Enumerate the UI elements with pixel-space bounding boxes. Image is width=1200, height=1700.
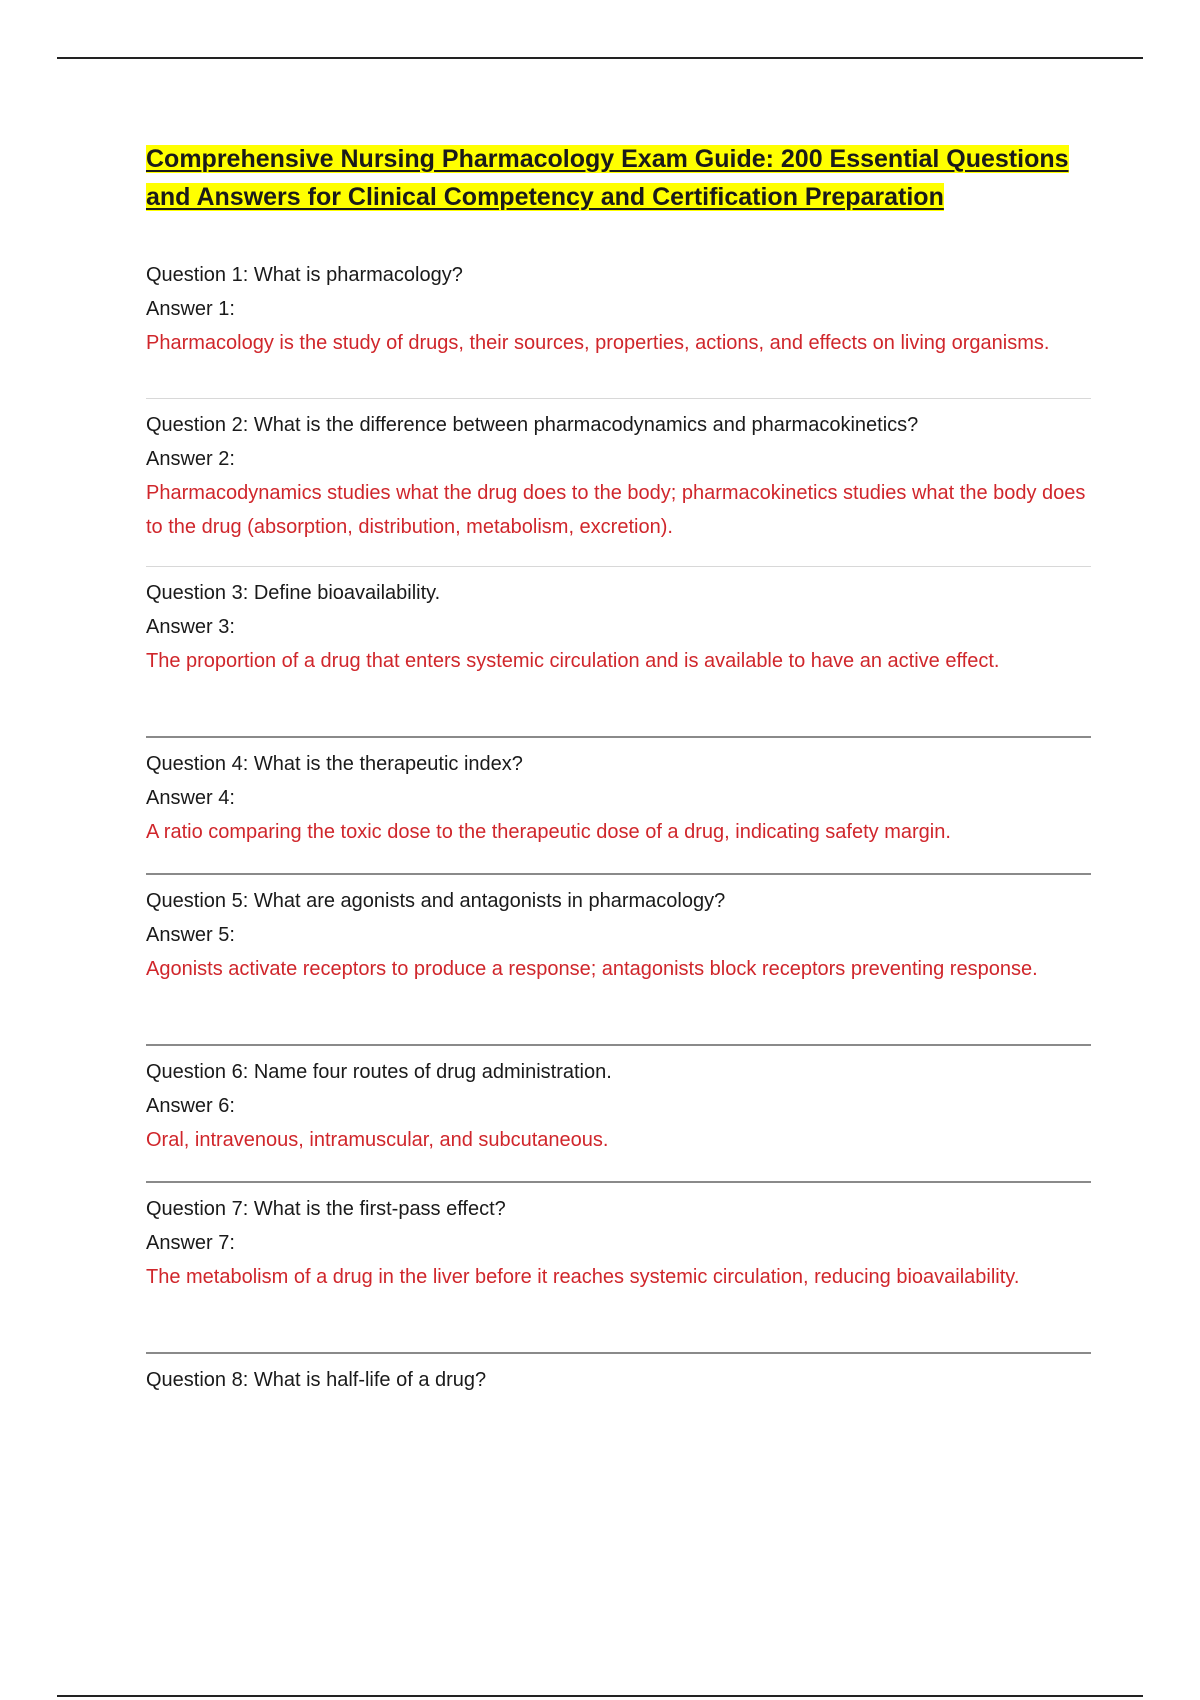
- page-top-rule: [57, 57, 1143, 59]
- answer-text: Pharmacodynamics studies what the drug does to the body; pharmacokinetics studies what the body does to the drug (absorption, distribution, metabolism, excretion).: [146, 482, 1086, 538]
- question-text: Question 3: Define bioavailability.: [146, 582, 441, 604]
- question-text: Question 4: What is the therapeutic index?: [146, 753, 523, 775]
- question-text: Question 6: Name four routes of drug administration.: [146, 1061, 612, 1083]
- qa-divider: [146, 1044, 1091, 1046]
- question-text: Question 8: What is half-life of a drug?: [146, 1369, 487, 1391]
- answer-label: Answer 4:: [146, 787, 235, 809]
- document-title-text: Comprehensive Nursing Pharmacology Exam Guide: 200 Essential Questions and Answers for Clinical Competency and Certification Preparation: [146, 145, 1069, 211]
- qa-divider: [146, 566, 1091, 567]
- answer-text: Agonists activate receptors to produce a response; antagonists block receptors preventing response.: [146, 958, 1038, 980]
- qa-divider: [146, 736, 1091, 738]
- page-bottom-rule: [57, 1695, 1143, 1697]
- qa-divider: [146, 873, 1091, 875]
- qa-item: [146, 1192, 1091, 1352]
- qa-item: [146, 258, 1091, 398]
- qa-item: [146, 1055, 1091, 1181]
- qa-divider: [146, 398, 1091, 399]
- qa-item: [146, 884, 1091, 1044]
- question-text: Question 1: What is pharmacology?: [146, 264, 463, 286]
- answer-text: The proportion of a drug that enters systemic circulation and is available to have an active effect.: [146, 650, 1000, 672]
- answer-label: Answer 6:: [146, 1095, 235, 1117]
- qa-item: [146, 1363, 1091, 1397]
- qa-divider: [146, 1181, 1091, 1183]
- answer-text: Pharmacology is the study of drugs, their sources, properties, actions, and effects on living organisms.: [146, 332, 1050, 354]
- answer-label: Answer 2:: [146, 448, 235, 470]
- answer-label: Answer 3:: [146, 616, 235, 638]
- answer-text: Oral, intravenous, intramuscular, and subcutaneous.: [146, 1129, 609, 1151]
- qa-divider: [146, 1352, 1091, 1354]
- answer-label: Answer 1:: [146, 298, 235, 320]
- answer-label: Answer 5:: [146, 924, 235, 946]
- document-title: [146, 140, 1091, 216]
- question-text: Question 7: What is the first-pass effect?: [146, 1198, 506, 1220]
- qa-item: [146, 576, 1091, 736]
- qa-item: [146, 408, 1091, 566]
- answer-label: Answer 7:: [146, 1232, 235, 1254]
- answer-text: A ratio comparing the toxic dose to the therapeutic dose of a drug, indicating safety margin.: [146, 821, 951, 843]
- document-body: [146, 140, 1091, 1397]
- answer-text: The metabolism of a drug in the liver before it reaches systemic circulation, reducing bioavailability.: [146, 1266, 1020, 1288]
- question-text: Question 2: What is the difference between pharmacodynamics and pharmacokinetics?: [146, 414, 919, 436]
- question-text: Question 5: What are agonists and antagonists in pharmacology?: [146, 890, 726, 912]
- qa-item: [146, 747, 1091, 873]
